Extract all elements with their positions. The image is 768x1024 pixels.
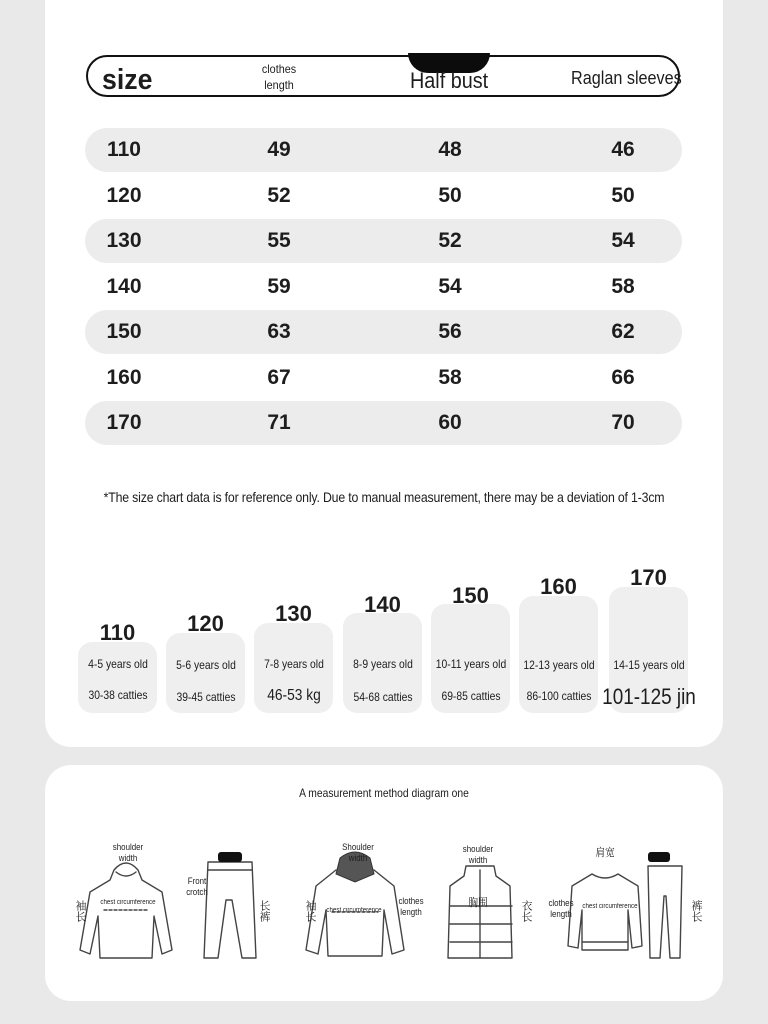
bar-age: 5-6 years old (176, 658, 236, 672)
cell-size: 160 (106, 366, 142, 389)
pants-2-size-blot (648, 852, 670, 862)
hoodie-2-shoulder-label: Shoulder width (342, 842, 374, 863)
hoodie-sketch (76, 858, 176, 963)
cell-raglan-sleeves: 54 (611, 229, 635, 252)
bar-weight: 54-68 catties (353, 690, 413, 704)
header-clothes-length: clothes length (261, 62, 297, 92)
pants-2-sketch (644, 862, 686, 962)
bar-age: 7-8 years old (264, 657, 324, 671)
sweater-shoulder-label: 肩宽 (595, 847, 615, 859)
bar-age: 12-13 years old (523, 658, 595, 672)
bar-age: 8-9 years old (353, 657, 413, 671)
bar-weight: 39-45 catties (176, 690, 236, 704)
table-row (85, 310, 682, 354)
cell-half-bust: 54 (438, 275, 462, 298)
cell-raglan-sleeves: 46 (611, 138, 635, 161)
cell-size: 150 (106, 320, 142, 343)
cell-clothes-length: 59 (267, 275, 291, 298)
pants-size-blot (218, 852, 242, 862)
diagram-title: A measurement method diagram one (299, 786, 469, 800)
pants-2-length-label: 裤长 (690, 900, 702, 922)
header-size: size (102, 64, 153, 96)
bar-size-label: 170 (630, 565, 667, 590)
cell-clothes-length: 55 (267, 229, 291, 252)
bar-size-label: 120 (187, 611, 224, 636)
bar-weight: 46-53 kg (267, 687, 321, 704)
cell-raglan-sleeves: 66 (611, 366, 635, 389)
hoodie-2-chest-label: chest circumference (326, 907, 382, 914)
vest-length-label: 衣长 (520, 900, 532, 922)
cell-raglan-sleeves: 62 (611, 320, 635, 343)
cell-size: 120 (106, 184, 142, 207)
vest-chest-label: 胸围 (468, 897, 488, 909)
table-row (85, 265, 682, 309)
bar-age: 10-11 years old (435, 657, 507, 671)
cell-half-bust: 48 (438, 138, 462, 161)
cell-size: 140 (106, 275, 142, 298)
hoodie-2-length-label: clothes length (398, 896, 424, 917)
cell-raglan-sleeves: 58 (611, 275, 635, 298)
cell-clothes-length: 49 (267, 138, 291, 161)
cell-size: 110 (107, 138, 141, 161)
bar-age: 14-15 years old (613, 658, 685, 672)
size-chart-note: *The size chart data is for reference only. Due to manual measurement, there may be a deviation of 1-3cm (103, 489, 665, 505)
vest-sketch (444, 862, 516, 962)
bar-age: 4-5 years old (88, 657, 148, 671)
cell-clothes-length: 63 (267, 320, 291, 343)
table-row (85, 219, 682, 263)
cell-half-bust: 50 (438, 184, 462, 207)
cell-size: 170 (106, 411, 142, 434)
bar-weight: 30-38 catties (88, 688, 148, 702)
table-row (85, 128, 682, 172)
cell-raglan-sleeves: 50 (611, 184, 635, 207)
bar-size-label: 160 (540, 574, 577, 599)
cell-half-bust: 56 (438, 320, 462, 343)
sweater-sketch (566, 870, 644, 952)
cell-half-bust: 52 (438, 229, 462, 252)
hoodie-2-sleeve-label: 袖长 (304, 900, 316, 922)
sweater-chest-label: chest circumference (582, 903, 638, 910)
hoodie-sleeve-label: 袖长 (74, 900, 86, 922)
cell-clothes-length: 52 (267, 184, 291, 207)
pants-length-label: 长裤 (258, 900, 270, 922)
cell-clothes-length: 67 (267, 366, 291, 389)
hoodie-shoulder-label: shoulder width (112, 842, 144, 863)
bar-weight: 101-125 jin (602, 684, 696, 709)
cell-clothes-length: 71 (267, 411, 291, 434)
cell-half-bust: 60 (438, 411, 462, 434)
vest-shoulder-label: shoulder width (462, 844, 494, 865)
table-row (85, 401, 682, 445)
bar-size-label: 130 (275, 601, 312, 626)
table-row (85, 356, 682, 400)
bar-size-label: 140 (364, 592, 401, 617)
header-raglan-sleeves: Raglan sleeves (571, 68, 682, 88)
bar-weight: 86-100 catties (526, 689, 592, 703)
cell-raglan-sleeves: 70 (611, 411, 635, 434)
sweater-length-label: clothes length (548, 898, 574, 919)
front-crotch-label: Front crotch (186, 876, 208, 897)
cell-half-bust: 58 (438, 366, 462, 389)
bar-size-label: 150 (452, 583, 489, 608)
header-half-bust: Half bust (410, 68, 489, 93)
table-row (85, 174, 682, 218)
hoodie-chest-label: chest circumference (100, 899, 156, 906)
cell-size: 130 (106, 229, 142, 252)
size-bar (78, 642, 157, 713)
bar-weight: 69-85 catties (441, 689, 501, 703)
bar-size-label: 110 (99, 620, 136, 645)
